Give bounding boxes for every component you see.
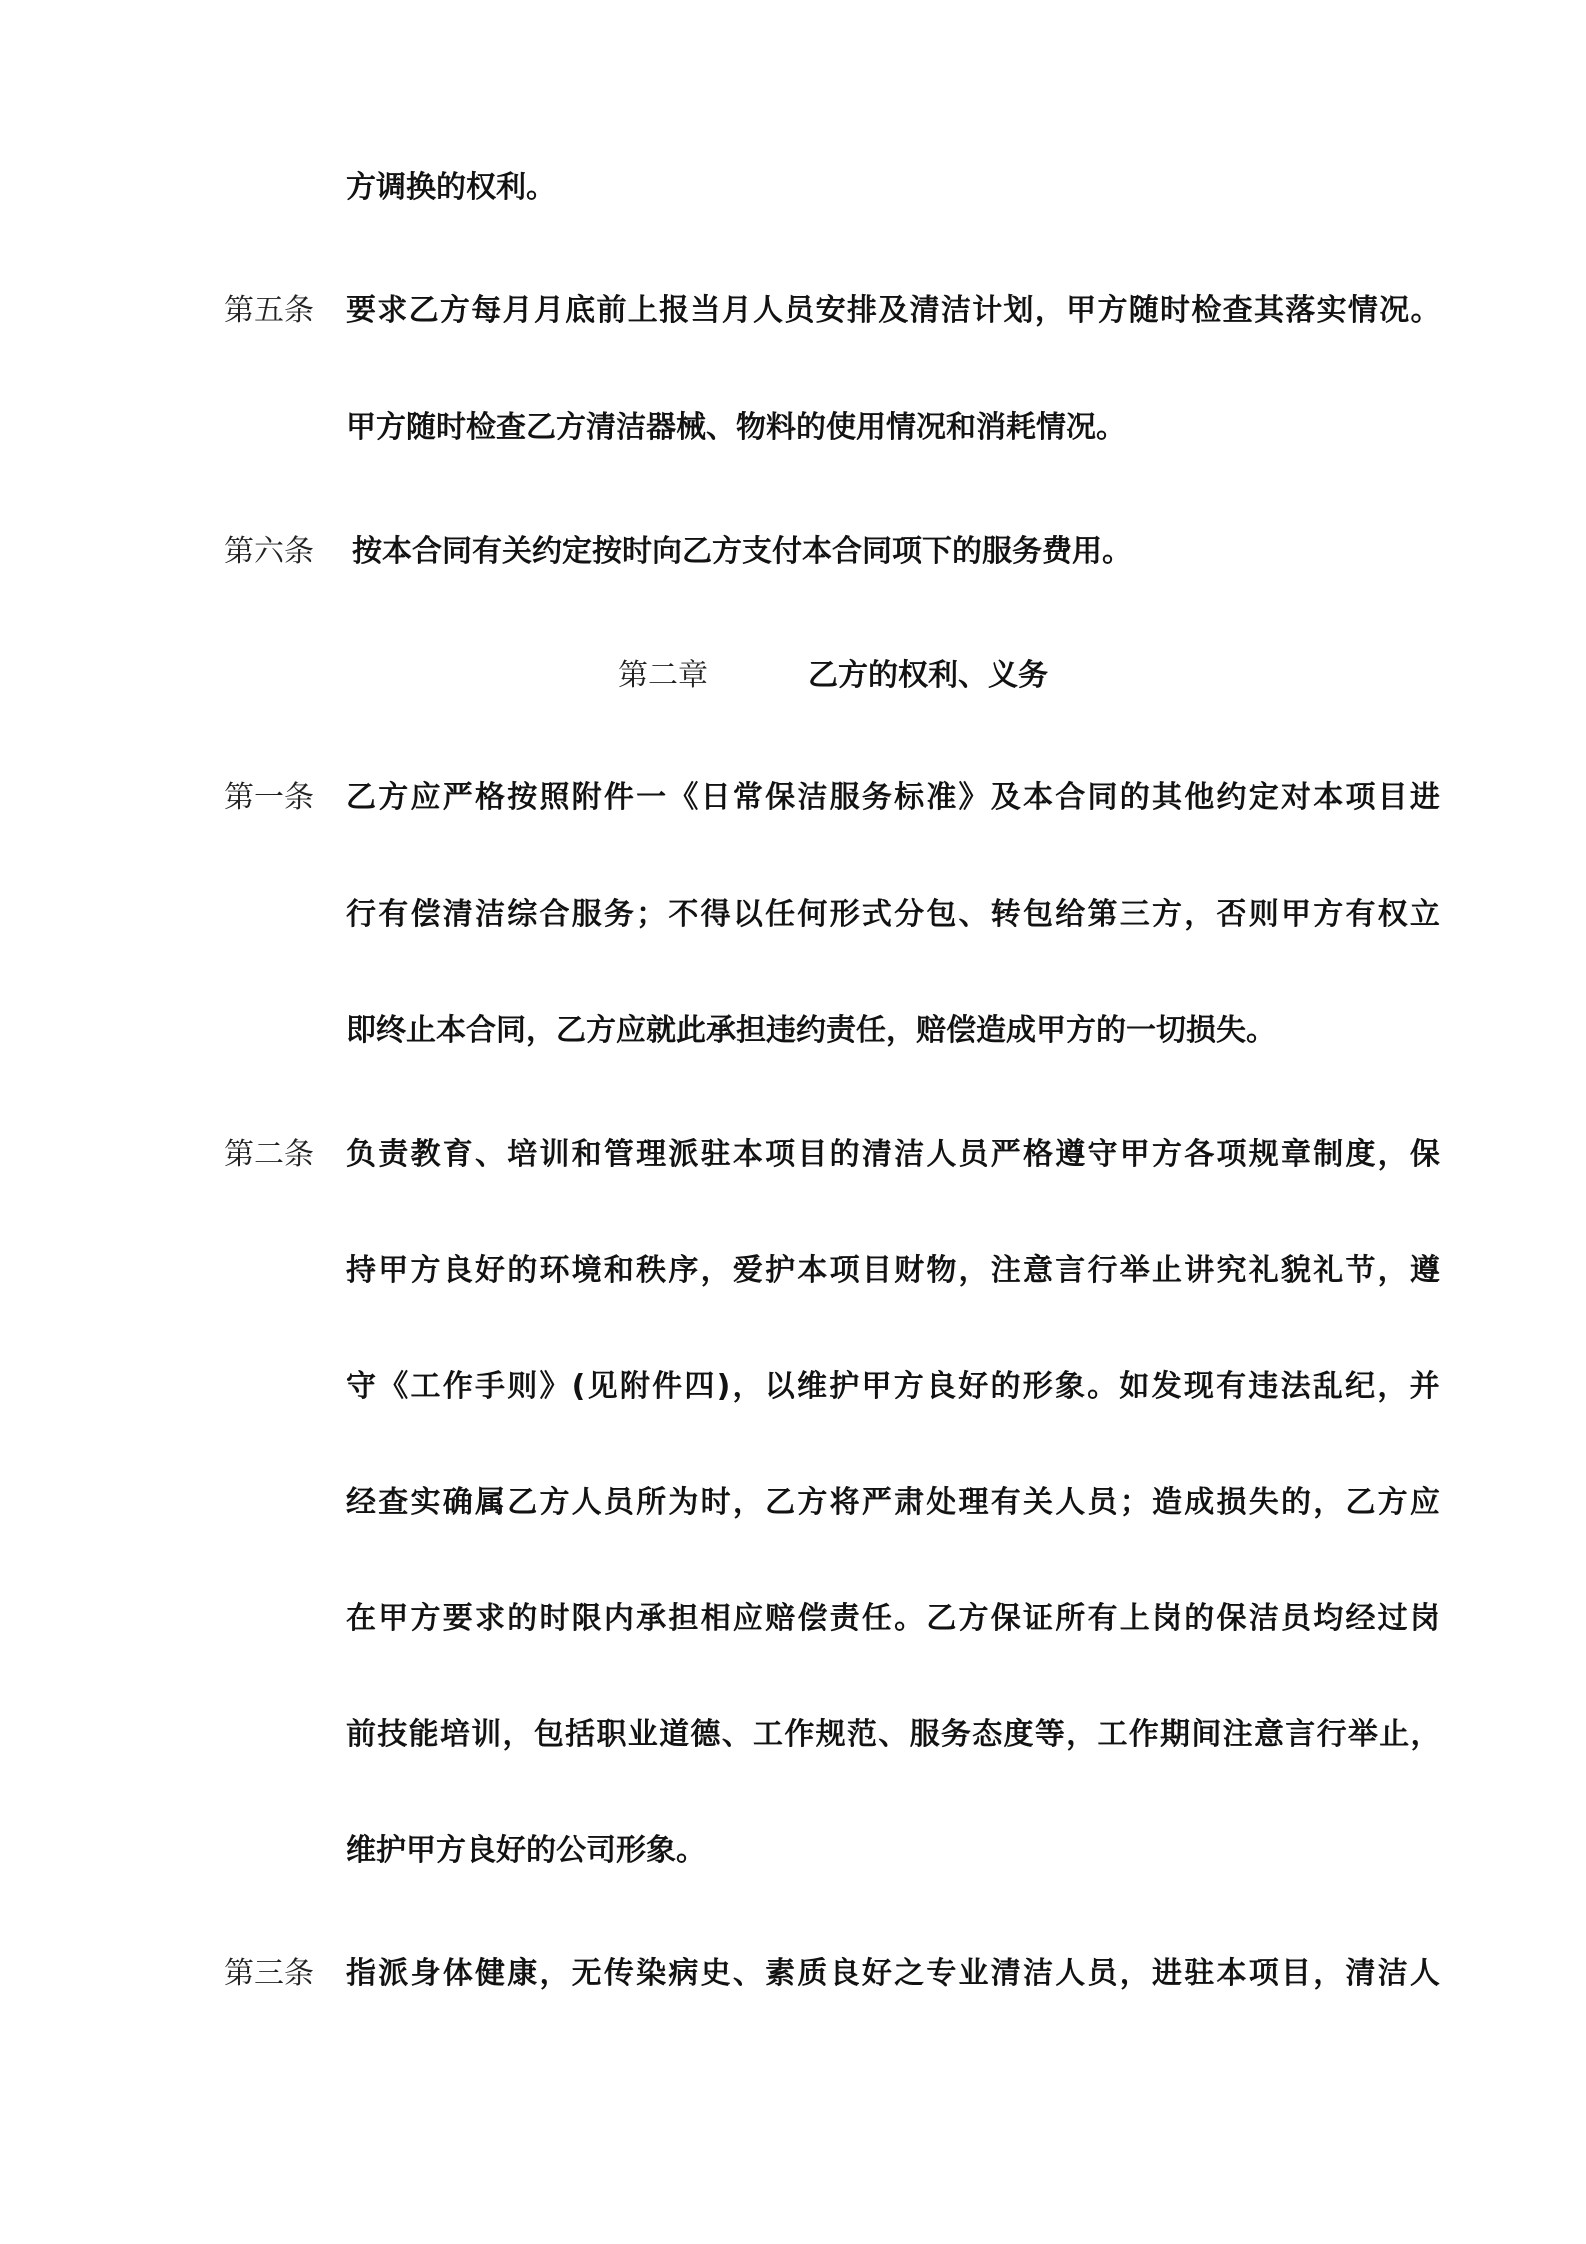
article-5-number: 第五条 <box>224 293 314 328</box>
ch2-article-3-number: 第三条 <box>224 1956 314 1991</box>
article-6-line-1: 按本合同有关约定按时向乙方支付本合同项下的服务费用。 <box>352 534 1132 569</box>
ch2-article-1-line-1: 乙方应严格按照附件一《日常保洁服务标准》及本合同的其他约定对本项目进 <box>346 780 1443 815</box>
ch2-article-2-line-1: 负责教育、培训和管理派驻本项目的清洁人员严格遵守甲方各项规章制度，保 <box>346 1137 1443 1172</box>
carryover-line-1: 方调换的权利。 <box>346 170 556 205</box>
ch2-article-1-line-2: 行有偿清洁综合服务；不得以任何形式分包、转包给第三方，否则甲方有权立 <box>346 897 1443 932</box>
ch2-article-2-line-7: 维护甲方良好的公司形象。 <box>346 1833 706 1868</box>
ch2-article-1-line-3: 即终止本合同，乙方应就此承担违约责任，赔偿造成甲方的一切损失。 <box>346 1013 1276 1048</box>
article-5-line-1: 要求乙方每月月底前上报当月人员安排及清洁计划，甲方随时检查其落实情况。 <box>346 293 1442 328</box>
ch2-article-3-line-1: 指派身体健康，无传染病史、素质良好之专业清洁人员，进驻本项目，清洁人 <box>346 1956 1443 1991</box>
ch2-article-2-line-3: 守《工作手则》(见附件四)，以维护甲方良好的形象。如发现有违法乱纪，并 <box>346 1369 1442 1404</box>
ch2-article-2-number: 第二条 <box>224 1137 314 1172</box>
ch2-article-1-number: 第一条 <box>224 780 314 815</box>
ch2-article-2-line-4: 经查实确属乙方人员所为时，乙方将严肃处理有关人员；造成损失的，乙方应 <box>346 1485 1443 1520</box>
article-6-number: 第六条 <box>224 534 314 569</box>
ch2-article-2-line-5: 在甲方要求的时限内承担相应赔偿责任。乙方保证所有上岗的保洁员均经过岗 <box>346 1601 1443 1636</box>
chapter-number: 第二章 <box>618 658 708 693</box>
ch2-article-2-line-6: 前技能培训，包括职业道德、工作规范、服务态度等，工作期间注意言行举止， <box>346 1717 1442 1752</box>
article-5-line-2: 甲方随时检查乙方清洁器械、物料的使用情况和消耗情况。 <box>346 410 1126 445</box>
ch2-article-2-line-2: 持甲方良好的环境和秩序，爱护本项目财物，注意言行举止讲究礼貌礼节，遵 <box>346 1253 1443 1288</box>
chapter-title: 乙方的权利、义务 <box>808 658 1048 693</box>
